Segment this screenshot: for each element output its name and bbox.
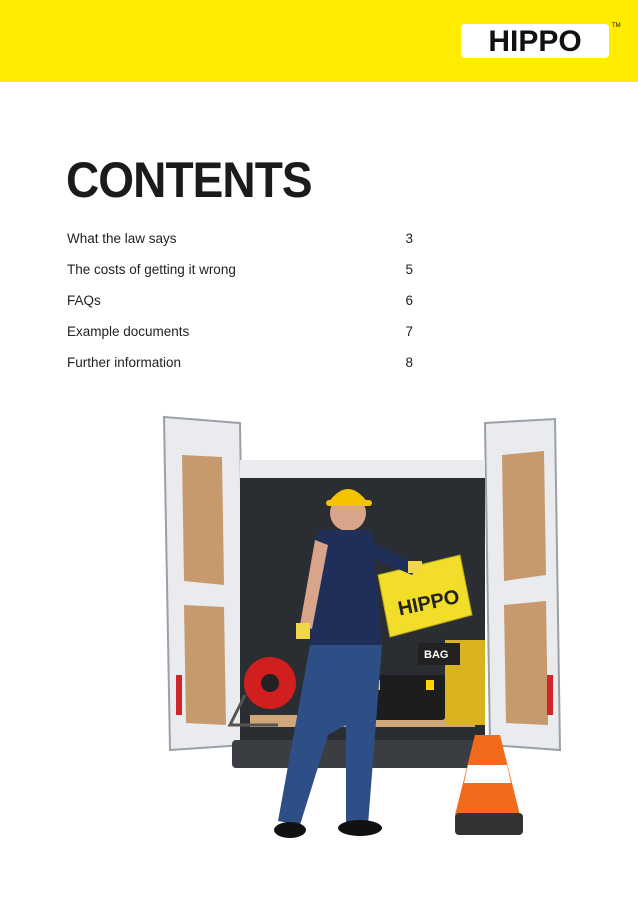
- toc-item-label: Example documents: [67, 324, 190, 339]
- toc-item-page: 6: [405, 293, 413, 308]
- toc-item[interactable]: [67, 290, 413, 321]
- toc-item[interactable]: [67, 228, 413, 259]
- header-bar: [0, 0, 638, 82]
- trademark-mark: TM: [612, 23, 621, 29]
- toc-item-page: 5: [405, 262, 413, 277]
- page-title: CONTENTS: [66, 152, 312, 208]
- hippo-logo: [459, 18, 619, 64]
- bag-brand-text: HIPPO: [396, 585, 462, 621]
- toc-item[interactable]: [67, 352, 413, 383]
- table-of-contents: [67, 228, 413, 383]
- toc-item-page: 3: [405, 231, 413, 246]
- toc-item[interactable]: [67, 259, 413, 290]
- van-worker-illustration: [150, 405, 590, 875]
- toc-item-page: 7: [405, 324, 413, 339]
- toc-item-label: Further information: [67, 355, 182, 370]
- toc-item-label: FAQs: [67, 293, 101, 308]
- toc-item-page: 8: [405, 355, 413, 370]
- toc-item-label: What the law says: [67, 231, 177, 246]
- bag-label-text: BAG: [424, 649, 449, 661]
- toc-item-label: The costs of getting it wrong: [67, 262, 236, 277]
- logo-text: HIPPO: [488, 25, 582, 58]
- toc-item[interactable]: [67, 321, 413, 352]
